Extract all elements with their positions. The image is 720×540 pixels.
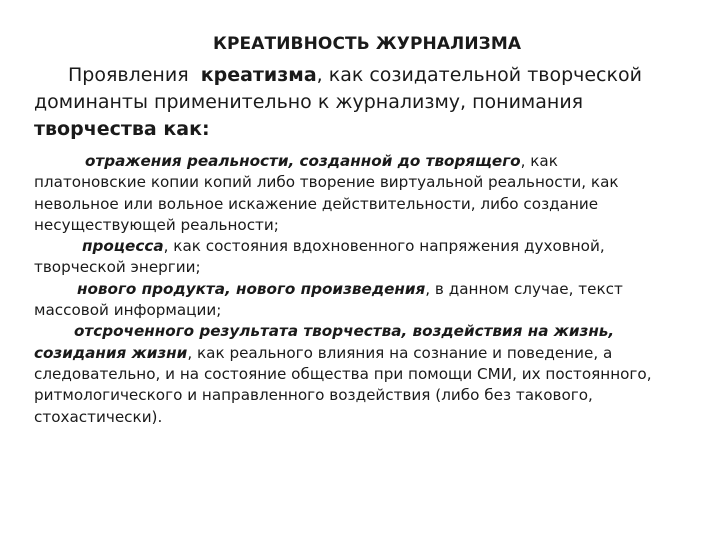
intro-line-1 bbox=[34, 62, 694, 89]
list-item-term: отсроченного результата творчества, воздействия на жизнь, bbox=[74, 322, 615, 341]
list-item-text: , как состояния вдохновенного напряжения духовной, bbox=[163, 237, 605, 256]
list-item-text: следовательно, и на состояние общества при помощи СМИ, их постоянного, bbox=[34, 364, 652, 383]
list-item-term: созидания жизни bbox=[34, 343, 188, 362]
list-item-text: , как реального влияния на сознание и поведение, а bbox=[187, 343, 613, 362]
list-item-text: стохастически). bbox=[34, 407, 163, 426]
list-item-2-line bbox=[34, 236, 694, 257]
list-item-text: , в данном случае, текст bbox=[425, 279, 623, 298]
definition-list bbox=[34, 151, 694, 428]
list-item-1-line bbox=[34, 151, 694, 172]
intro-text: , как созидательной творческой bbox=[316, 64, 642, 86]
list-item-4-line bbox=[34, 321, 694, 342]
list-item-text: , как bbox=[520, 152, 558, 170]
slide-title: КРЕАТИВНОСТЬ ЖУРНАЛИЗМА bbox=[213, 34, 522, 54]
list-item-text: творческой энергии; bbox=[34, 258, 201, 277]
intro-line-3: творчества как: bbox=[34, 118, 210, 140]
list-item-text: ритмологического и направленного воздействия (либо без такового, bbox=[34, 386, 593, 405]
list-item-3-line bbox=[34, 279, 694, 300]
list-item-term: отражения реальности, созданной до творящего bbox=[85, 152, 521, 170]
intro-term: креатизма bbox=[200, 64, 317, 86]
list-item-term: нового продукта, нового произведения bbox=[77, 279, 426, 298]
intro-text: Проявления bbox=[68, 64, 201, 86]
list-item-text: массовой информации; bbox=[34, 301, 222, 320]
list-item-4-line-2 bbox=[34, 343, 694, 364]
list-item-text: несуществующей реальности; bbox=[34, 215, 279, 234]
intro-line-2: доминанты применительно к журнализму, понимания bbox=[34, 91, 584, 113]
intro-paragraph bbox=[34, 62, 694, 143]
list-item-term: процесса bbox=[82, 237, 164, 256]
list-item-text: платоновские копии копий либо творение виртуальной реальности, как bbox=[34, 173, 619, 192]
list-item-text: невольное или вольное искажение действительности, либо создание bbox=[34, 194, 599, 213]
